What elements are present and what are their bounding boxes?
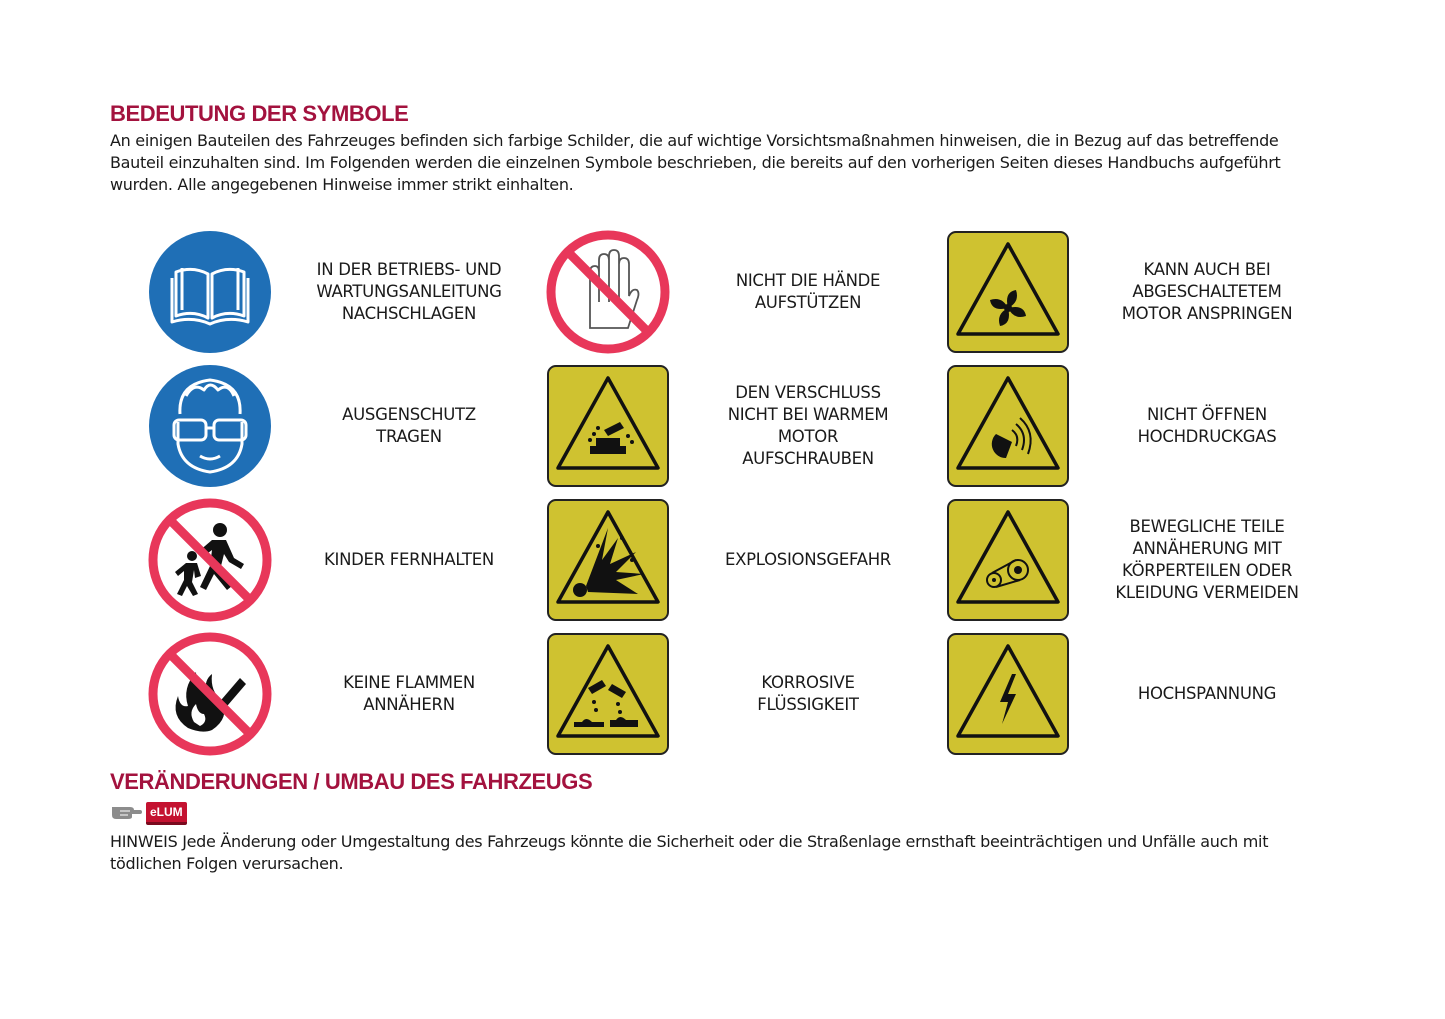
section-title-symbols: BEDEUTUNG DER SYMBOLE xyxy=(110,101,409,126)
explosion-warning-icon xyxy=(546,498,670,622)
note-icon-group xyxy=(110,799,187,827)
no-flames-icon xyxy=(148,632,272,756)
fan-warning-icon xyxy=(946,230,1070,354)
symbol-label: KEINE FLAMMEN ANNÄHERN xyxy=(343,673,475,714)
symbol-label: IN DER BETRIEBS- UND WARTUNGSANLEITUNG NACHSCHLAGEN xyxy=(316,260,502,323)
keep-children-away-icon xyxy=(148,498,272,622)
symbol-label: NICHT DIE HÄNDE AUFSTÜTZEN xyxy=(735,271,881,312)
symbol-label: NICHT ÖFFNEN HOCHDRUCKGAS xyxy=(1137,405,1277,446)
symbol-label: AUSGENSCHUTZ TRAGEN xyxy=(342,405,476,446)
symbol-label: BEWEGLICHE TEILE ANNÄHERUNG MIT KÖRPERTEILEN ODER KLEIDUNG VERMEIDEN xyxy=(1115,517,1299,602)
symbol-label: KANN AUCH BEI ABGESCHALTETEM MOTOR ANSPRINGEN xyxy=(1121,260,1293,323)
note-paragraph: HINWEIS Jede Änderung oder Umgestaltung des Fahrzeugs könnte die Sicherheit oder die Straßenlage ernsthaft beeinträchtigen und Unfälle auch mit tödlichen Folgen verursachen. xyxy=(110,832,1269,873)
pointing-hand-icon xyxy=(110,801,142,825)
moving-parts-warning-icon xyxy=(946,498,1070,622)
manual-book-icon xyxy=(148,230,272,354)
elum-badge: eLUM xyxy=(146,802,187,825)
corrosive-warning-icon xyxy=(546,632,670,756)
pressure-gas-warning-icon xyxy=(946,364,1070,488)
eye-protection-icon xyxy=(148,364,272,488)
symbol-label: KORROSIVE FLÜSSIGKEIT xyxy=(757,673,859,714)
symbol-label: HOCHSPANNUNG xyxy=(1137,684,1277,703)
no-hands-icon xyxy=(546,230,670,354)
intro-paragraph: An einigen Bauteilen des Fahrzeuges befinden sich farbige Schilder, die auf wichtige Vorsichtsmaßnahmen hinweisen, die in Bezug auf das betreffende Bauteil einzuhalten sind. Im Folgenden werden die einzelnen Symbole beschrieben, die bereits auf den vorherigen Seiten dieses Handbuchs aufgeführt wurden. Alle angegebenen Hinweise immer strikt einhalten. xyxy=(110,131,1281,194)
high-voltage-warning-icon xyxy=(946,632,1070,756)
hot-cap-warning-icon xyxy=(546,364,670,488)
symbol-label: DEN VERSCHLUSS NICHT BEI WARMEM MOTOR AUFSCHRAUBEN xyxy=(727,383,889,468)
section-title-modifications: VERÄNDERUNGEN / UMBAU DES FAHRZEUGS xyxy=(110,769,593,794)
symbol-label: EXPLOSIONSGEFAHR xyxy=(725,550,891,569)
symbol-label: KINDER FERNHALTEN xyxy=(324,550,494,569)
